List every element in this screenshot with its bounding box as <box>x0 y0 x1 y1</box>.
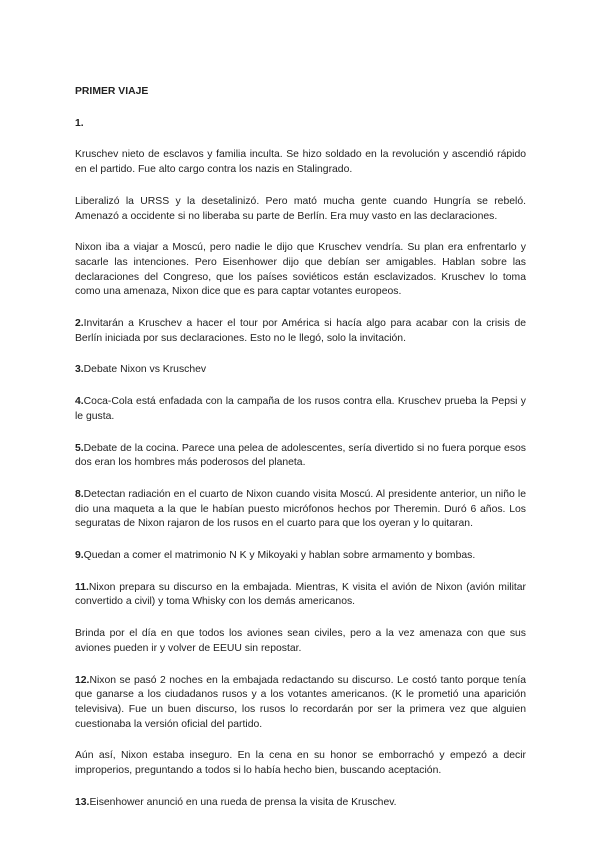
section-number: 1. <box>75 117 84 129</box>
paragraph-item-12 <box>75 674 526 733</box>
paragraph-item-2 <box>75 317 526 346</box>
paragraph-item-8 <box>75 488 526 532</box>
paragraph-text: Kruschev nieto de esclavos y familia inculta. Se hizo soldado en la revolución y ascendió rápido en el partido. Fue alto cargo contra los nazis en Stalingrado. <box>75 149 526 176</box>
paragraph-text: Nixon prepara su discurso en la embajada. Mientras, K visita el avión de Nixon (avión militar convertido a civil) y toma Whisky con los demás americanos. <box>75 581 526 608</box>
paragraph-nixon-moscow-trip <box>75 241 526 300</box>
document-title: PRIMER VIAJE <box>75 86 149 97</box>
paragraph-toast-civil-planes <box>75 627 526 656</box>
paragraph-number: 4. <box>75 396 84 408</box>
paragraph-kruschev-origins <box>75 148 526 177</box>
paragraph-item-4 <box>75 395 526 424</box>
paragraph-text: Eisenhower anunció en una rueda de prensa la visita de Kruschev. <box>89 796 397 808</box>
paragraph-nixon-insecure <box>75 749 526 778</box>
document-content <box>75 85 526 828</box>
paragraph-number: 11. <box>75 581 89 593</box>
paragraph-text: Brinda por el día en que todos los aviones sean civiles, pero a la vez amenaza con que sus aviones pueden ir y volver de EEUU sin repostar. <box>75 628 526 654</box>
paragraph-number: 9. <box>75 550 84 562</box>
paragraph-text: Debate de la cocina. Parece una pelea de adolescentes, sería divertido si no fuera porque esos dos eran los hombres más poderosos del planeta. <box>75 442 526 469</box>
paragraph-text: Invitarán a Kruschev a hacer el tour por América si hacía algo para acabar con la crisis de Berlín iniciada por sus declaraciones. Esto no le llegó, solo la invitación. <box>75 318 526 344</box>
paragraph-number: 2. <box>75 318 84 330</box>
paragraph-number: 8. <box>75 488 84 500</box>
paragraph-item-13 <box>75 796 526 811</box>
paragraph-urss-liberalization <box>75 195 526 224</box>
paragraph-item-3 <box>75 363 526 378</box>
paragraph-item-11 <box>75 581 526 610</box>
paragraph-item-9 <box>75 549 526 564</box>
paragraph-text: Nixon se pasó 2 noches en la embajada redactando su discurso. Le costó tanto porque tenía que ganarse a los ciudadanos rusos y a los votantes americanos. (K le prometió una aparición televisiva). Fue un buen discurso, los rusos lo recordarán por ser la primera vez que alguien cuestionaba la versión oficial del partido. <box>75 674 526 730</box>
paragraph-text: Debate Nixon vs Kruschev <box>83 364 207 376</box>
paragraph-number: 12. <box>75 674 90 686</box>
paragraph-text: Nixon iba a viajar a Moscú, pero nadie le dijo que Kruschev vendría. Su plan era enfrentarlo y sacarle las intenciones. Pero Eisenhower dijo que debían ser amigables. Hablan sobre las declaraciones del Congreso, que los países soviéticos están esclavizados. Kruschev lo toma como una amenaza, Nixon dice que es para captar votantes europeos. <box>75 242 526 298</box>
paragraph-number: 3. <box>75 364 84 376</box>
paragraph-number: 13. <box>75 796 90 808</box>
paragraph-text: Coca-Cola está enfadada con la campaña de los rusos contra ella. Kruschev prueba la Pepsi y le gusta. <box>75 396 526 422</box>
paragraph-text: Aún así, Nixon estaba inseguro. En la cena en su honor se emborrachó y empezó a decir improperios, preguntando a todos si lo había hecho bien, buscando aceptación. <box>75 750 526 777</box>
paragraph-number: 5. <box>75 442 84 454</box>
paragraph-text: Quedan a comer el matrimonio N K y Mikoyaki y hablan sobre armamento y bombas. <box>83 550 476 562</box>
paragraph-text: Liberalizó la URSS y la desetalinizó. Pero mató mucha gente cuando Hungría se rebeló. Amenazó a occidente si no liberaba su parte de Berlín. Era muy vasto en las declaraciones. <box>75 195 526 222</box>
paragraph-item-5 <box>75 442 526 471</box>
paragraph-text: Detectan radiación en el cuarto de Nixon cuando visita Moscú. Al presidente anterior, un niño le dio una maqueta a la que le habían puesto micrófonos hechos por Theremin. Duró 6 años. Los seguratas de Nixon rajaron de los rusos en el cuarto para que los oyeran y lo quitaran. <box>75 488 526 530</box>
